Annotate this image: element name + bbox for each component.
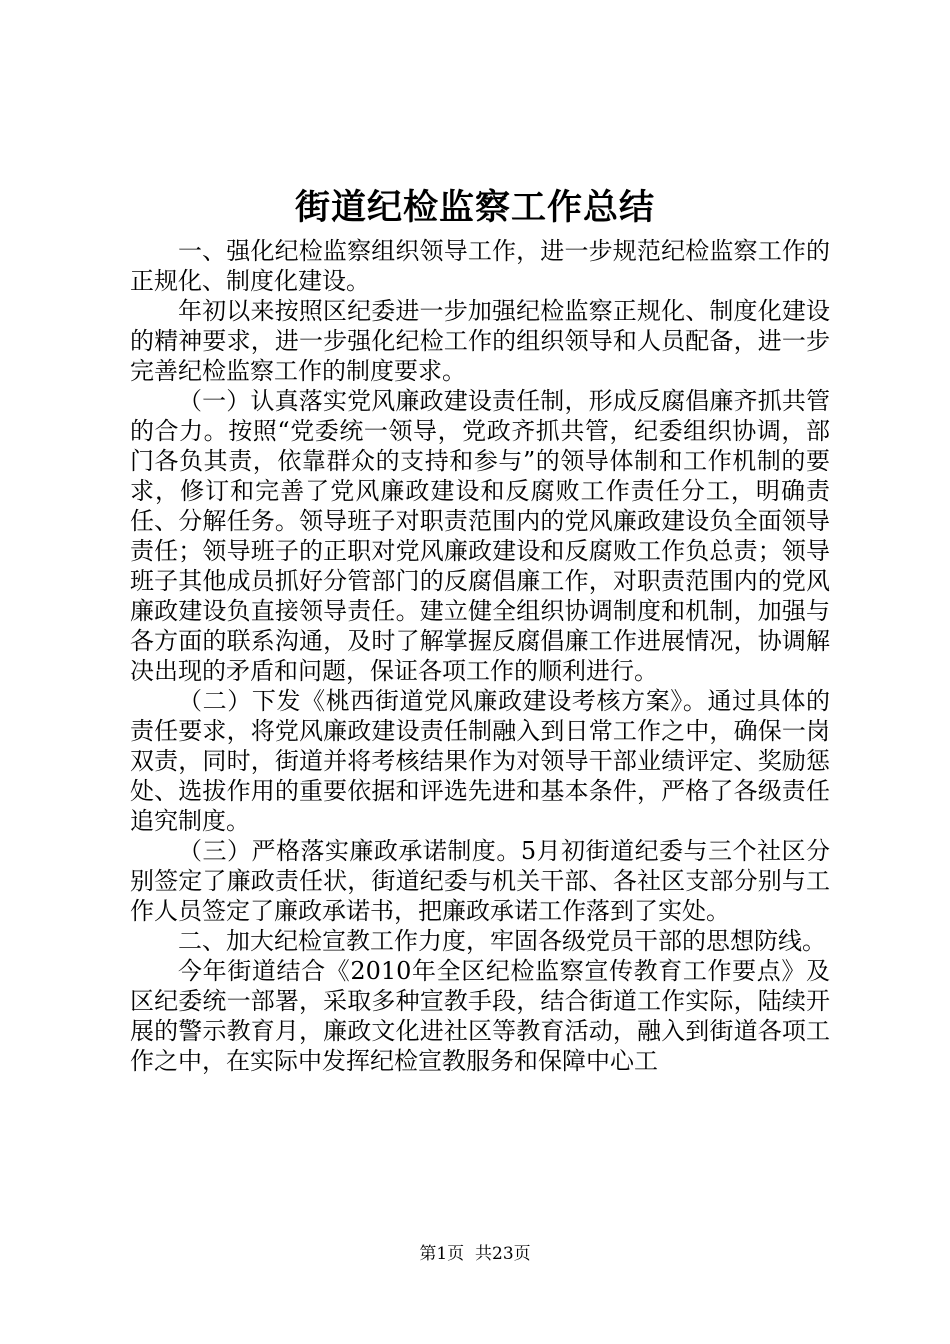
page-total: 共23页 bbox=[475, 1244, 531, 1264]
document-title: 街道纪检监察工作总结 bbox=[294, 187, 655, 228]
page-footer bbox=[0, 1242, 950, 1266]
document-body bbox=[130, 236, 830, 1076]
paragraph: 年初以来按照区纪委进一步加强纪检监察正规化、制度化建设的精神要求，进一步强化纪检工作的组织领导和人员配备，进一步完善纪检监察工作的制度要求。 bbox=[130, 297, 830, 385]
paragraph: 二、加大纪检宣教工作力度，牢固各级党员干部的思想防线。 bbox=[178, 927, 826, 955]
footer-separator bbox=[464, 1244, 475, 1264]
page-number: 第1页 bbox=[419, 1244, 465, 1264]
paragraph: （二）下发《桃西街道党风廉政建设考核方案》。通过具体的责任要求，将党风廉政建设责任制融入到日常工作之中，确保一岗双责，同时，街道并将考核结果作为对领导干部业绩评定、奖励惩处、选拔作用的重要依据和评选先进和基本条件，严格了各级责任追究制度。 bbox=[130, 687, 830, 835]
paragraph: 一、强化纪检监察组织领导工作，进一步规范纪检监察工作的正规化、制度化建设。 bbox=[130, 237, 830, 295]
paragraph: （一）认真落实党风廉政建设责任制，形成反腐倡廉齐抓共管的合力。按照“党委统一领导，党政齐抓共管，纪委组织协调，部门各负其责，依靠群众的支持和参与”的领导体制和工作机制的要求，修订和完善了党风廉政建设和反腐败工作责任分工，明确责任、分解任务。领导班子对职责范围内的党风廉政建设负全面领导责任；领导班子的正职对党风廉政建设和反腐败工作负总责；领导班子其他成员抓好分管部门的反腐倡廉工作，对职责范围内的党风廉政建设负直接领导责任。建立健全组织协调制度和机制，加强与各方面的联系沟通，及时了解掌握反腐倡廉工作进展情况，协调解决出现的矛盾和问题，保证各项工作的顺利进行。 bbox=[130, 387, 830, 685]
paragraph: 今年街道结合《2010年全区纪检监察宣传教育工作要点》及区纪委统一部署，采取多种宣教手段，结合街道工作实际，陆续开展的警示教育月，廉政文化进社区等教育活动，融入到街道各项工作之中，在实际中发挥纪检宣教服务和保障中心工 bbox=[130, 957, 830, 1075]
paragraph: （三）严格落实廉政承诺制度。5月初街道纪委与三个社区分别签定了廉政责任状，街道纪委与机关干部、各社区支部分别与工作人员签定了廉政承诺书，把廉政承诺工作落到了实处。 bbox=[130, 837, 830, 925]
